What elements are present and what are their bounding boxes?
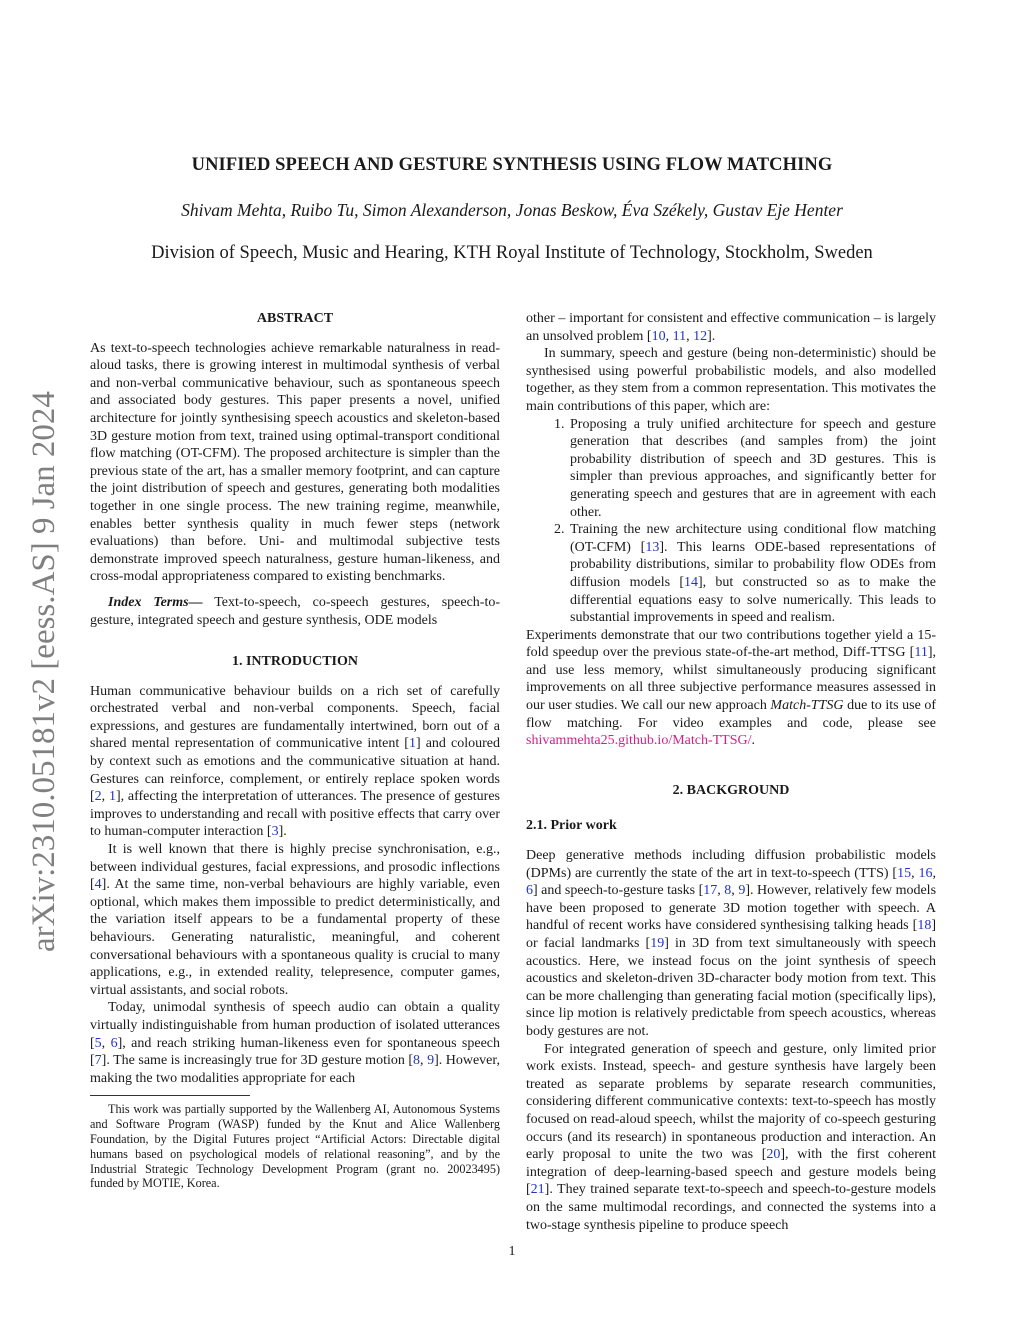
right-paragraph-3: Experiments demonstrate that our two contributions together yield a 15-fold speedup over the previous state-of-the-art method, Diff-TTSG [11], and use less memory, whilst simultaneously producing significant improvements on all three subjective performance measures assessed in our user studies. We call our new approach Match-TTSG due to its use of flow matching. For video examples and code, please see shivammehta25.github.io/Match-TTSG/. [526,627,937,749]
affiliation: Division of Speech, Music and Hearing, KTH Royal Institute of Technology, Stockholm, Sweden [151,243,873,263]
citation-link[interactable]: 15 [897,865,912,881]
citation-link[interactable]: 20 [766,1147,781,1163]
abstract-text: As text-to-speech technologies achieve remarkable naturalness in read-aloud tasks, there is growing interest in multimodal synthesis of verbal and non-verbal communicative behaviour, such as spontaneous speech and associated body gestures. This paper presents a novel, unified architecture for jointly synthesising speech acoustics and skeleton-based 3D gesture motion from text, trained using optimal-transport conditional flow matching (OT-CFM). The proposed architecture is simpler than the previous state of the art, has a smaller memory footprint, and can capture the joint distribution of speech and gestures, generating both modalities together in one single process. The new training regime, meanwhile, enables better synthesis quality in much fewer steps (network evaluations) than before. Uni- and multimodal subjective tests demonstrate improved speech naturalness, gesture human-likeness, and cross-modal appropriateness compared to existing benchmarks. [90,340,500,585]
citation-link[interactable]: 7 [94,1053,102,1069]
index-terms-text: Text-to-speech, co-speech gestures, speech-to-gesture, integrated speech and gesture synthesis, ODE models [90,594,501,628]
index-terms [90,594,500,629]
citation-link[interactable]: 8 [413,1053,421,1069]
citation-link[interactable]: 1 [408,736,416,752]
paper-title: UNIFIED SPEECH AND GESTURE SYNTHESIS USING FLOW MATCHING [191,155,833,175]
right-column [526,310,936,1234]
citation-link[interactable]: 16 [918,865,933,881]
project-url-link[interactable]: shivammehta25.github.io/Match-TTSG/ [526,733,752,749]
contribution-item-2: 2. Training the new architecture using conditional flow matching (OT-CFM) [13]. This learns ODE-based representations of probability distributions, similar to probability flow ODEs from diffusion models [14], but constructed so as to make the differential equations easy to solve numerically. This leads to substantial improvements in speed and realism. [568,521,936,627]
arxiv-identifier: arXiv:2310.05181v2 [eess.AS] 9 Jan 2024 [26,391,62,952]
background-paragraph-2: For integrated generation of speech and gesture, only limited prior work exists. Instead, speech- and gesture synthesis have largely been treated as separate problems by separate research communities, considering different communicative contexts: text-to-speech has mostly focused on read-aloud speech, whilst the majority of co-speech gesturing occurs (and its research) in spontaneous production and interaction. An early proposal to unite the two was [20], with the first coherent integration of deep-learning-based speech and gesture models being [21]. They trained separate text-to-speech and speech-to-gesture models on the same multimodal recordings, and connected the systems into a two-stage synthesis pipeline to produce speech [526,1041,936,1233]
abstract-heading: ABSTRACT [256,311,334,326]
background-heading: 2. BACKGROUND [672,782,790,798]
intro-paragraph-1: Human communicative behaviour builds on a rich set of carefully orchestrated verbal and non-verbal components. Speech, facial expressions, and gestures are fundamentally intertwined, born out of a shared mental representation of communicative intent [1] and coloured by context such as emotions and the communicative situation at hand. Gestures can reinforce, complement, or entirely replace spoken words [2, 1], affecting the interpretation of utterances. The presence of gestures improves to understanding and recall with positive effects that carry over to human-computer interaction [3]. [90,683,500,840]
intro-heading: 1. INTRODUCTION [231,654,358,670]
left-column [90,310,500,1191]
citation-link[interactable]: 2 [94,789,102,805]
footnote-divider [90,1095,250,1096]
footnote: This work was partially supported by the Wallenberg AI, Autonomous Systems and Software Program (WASP) funded by the Knut and Alice Wallenberg Foundation, by the Digital Futures project “Artificial Actors: Directable digital humans based on psychological models of relational reasoning”, and by the Industrial Strategic Technology Development Program (grant no. 20023495) funded by MOTIE, Korea. [90,1102,500,1191]
citation-link[interactable]: 19 [650,936,665,951]
citation-link[interactable]: 11 [914,645,928,661]
citation-link[interactable]: 5 [94,1035,102,1051]
citation-link[interactable]: 21 [530,1182,545,1198]
citation-link[interactable]: 10 [651,328,666,344]
page-number: 1 [508,1244,516,1259]
author-list: Shivam Mehta, Ruibo Tu, Simon Alexanderson, Jonas Beskow, Éva Székely, Gustav Eje Henter [181,200,843,220]
citation-link[interactable]: 17 [703,883,718,899]
citation-link[interactable]: 13 [645,539,660,555]
citation-link[interactable]: 6 [526,883,533,899]
citation-link[interactable]: 8 [724,883,732,899]
citation-link[interactable]: 14 [683,574,698,590]
citation-link[interactable]: 9 [738,883,746,899]
citation-link[interactable]: 4 [94,877,102,893]
intro-paragraph-2: It is well known that there is highly precise synchronisation, e.g., between individual gestures, facial expressions, and prosodic inflections [4]. At the same time, non-verbal behaviours are highly variable, even optional, which makes them impossible to predict deterministically, and the variation itself appears to be a fundamental property of these behaviours. Generating naturalistic, meaningful, and coherent conversational behaviours with a spontaneous quality is crucial to many applications, e.g., in extended reality, telepresence, computer games, virtual assistants, and social robots. [90,842,500,998]
right-paragraph-2: In summary, speech and gesture (being non-deterministic) should be synthesised using powerful probabilistic models, and also modelled together, as they stem from a common representation. This motivates the main contributions of this paper, which are: [526,346,936,414]
citation-link[interactable]: 11 [672,328,687,344]
prior-work-heading: 2.1. Prior work [526,818,617,834]
contribution-item-1: 1. Proposing a truly unified architecture for speech and gesture generation that describes (and samples from) the joint probability distribution of speech and 3D gestures. This is simpler than previous approaches, and significantly better for generating speech and gestures that are in agreement with each other. [568,416,936,522]
citation-link[interactable]: 1 [108,789,116,805]
background-paragraph-1: Deep generative methods including diffusion probabilistic models (DPMs) are currently the state of the art in text-to-speech (TTS) [15, 16, 6] and speech-to-gesture tasks [17, 8, 9]. However, relatively few models have been proposed to generate 3D motion together with speech. A handful of recent works have considered synthesising talking heads [18] or facial landmarks [19] in 3D from text simultaneously with speech acoustics. Here, we instead focus on the joint synthesis of speech acoustics and skeleton-driven 3D-character body motion from text. This can be more challenging than generating facial motion (specifically lips), since lip motion is relatively predictable from speech acoustics, whereas body gestures are not. [526,848,937,1039]
contribution-list [526,416,936,627]
citation-link[interactable]: 3 [271,824,279,840]
citation-link[interactable]: 9 [427,1053,435,1069]
citation-link[interactable]: 6 [110,1035,118,1051]
intro-paragraph-3: Today, unimodal synthesis of speech audio can obtain a quality virtually indistinguishable from human production of isolated utterances [5, 6], and reach striking human-likeness even for spontaneous speech [7]. The same is increasingly true for 3D gesture motion [8, 9]. However, making the two modalities appropriate for each [90,1000,501,1086]
right-paragraph-1: other – important for consistent and effective communication – is largely an unsolved problem [10, 11, 12]. [526,311,936,344]
citation-link[interactable]: 18 [917,918,932,934]
citation-link[interactable]: 12 [693,328,708,344]
index-terms-label: Index Terms— [108,594,203,610]
